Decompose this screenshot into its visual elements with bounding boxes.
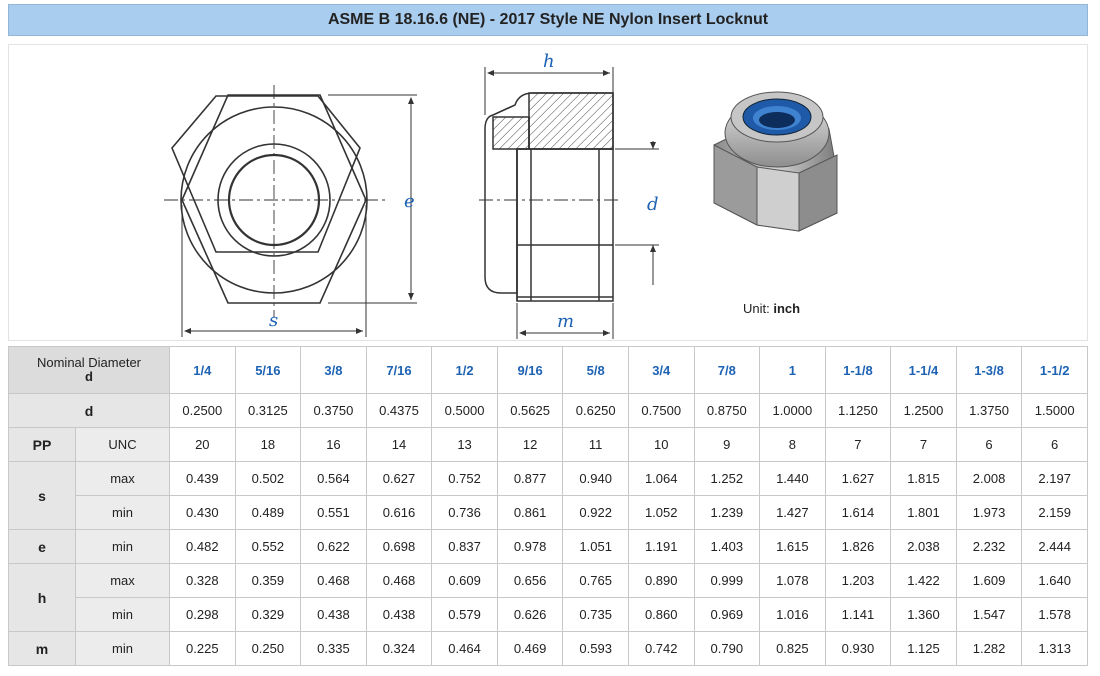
table-cell: 1.547 — [956, 598, 1022, 632]
row-sublabel: min — [76, 496, 170, 530]
table-cell: 1.360 — [891, 598, 957, 632]
table-cell: 2.008 — [956, 462, 1022, 496]
row-sublabel: min — [76, 530, 170, 564]
table-cell: 1.203 — [825, 564, 891, 598]
size-header: 1/4 — [170, 347, 236, 394]
unit-label: Unit: — [743, 301, 770, 316]
table-cell: 1.973 — [956, 496, 1022, 530]
table-cell: 9 — [694, 428, 760, 462]
table-cell: 0.877 — [497, 462, 563, 496]
size-header: 1-1/4 — [891, 347, 957, 394]
table-cell: 0.861 — [497, 496, 563, 530]
table-cell: 0.978 — [497, 530, 563, 564]
header-label: Nominal Diameter — [36, 355, 142, 370]
table-cell: 2.197 — [1022, 462, 1088, 496]
row-label: PP — [9, 428, 76, 462]
table-cell: 0.6250 — [563, 394, 629, 428]
table-cell: 0.627 — [366, 462, 432, 496]
table-cell: 0.999 — [694, 564, 760, 598]
table-cell: 10 — [628, 428, 694, 462]
table-cell: 1.252 — [694, 462, 760, 496]
table-cell: 1.078 — [760, 564, 826, 598]
table-cell: 1.2500 — [891, 394, 957, 428]
row-label: d — [9, 394, 170, 428]
table-cell: 0.593 — [563, 632, 629, 666]
table-row — [9, 428, 1088, 462]
table-cell: 1.0000 — [760, 394, 826, 428]
table-cell: 0.469 — [497, 632, 563, 666]
table-cell: 0.359 — [235, 564, 301, 598]
table-cell: 0.890 — [628, 564, 694, 598]
front-view — [164, 85, 387, 317]
label-m: m — [557, 311, 575, 332]
table-row — [9, 394, 1088, 428]
table-cell: 0.438 — [301, 598, 367, 632]
table-cell: 0.698 — [366, 530, 432, 564]
table-cell: 0.8750 — [694, 394, 760, 428]
table-cell: 1.826 — [825, 530, 891, 564]
table-cell: 0.7500 — [628, 394, 694, 428]
table-cell: 1.5000 — [1022, 394, 1088, 428]
table-cell: 1.440 — [760, 462, 826, 496]
table-cell: 0.940 — [563, 462, 629, 496]
size-header: 1-3/8 — [956, 347, 1022, 394]
table-cell: 0.439 — [170, 462, 236, 496]
table-cell: 13 — [432, 428, 498, 462]
label-h: h — [543, 51, 555, 72]
unit-note — [743, 301, 800, 316]
table-row — [9, 496, 1088, 530]
table-cell: 1.640 — [1022, 564, 1088, 598]
table-cell: 0.438 — [366, 598, 432, 632]
size-header: 1 — [760, 347, 826, 394]
table-cell: 20 — [170, 428, 236, 462]
table-cell: 0.564 — [301, 462, 367, 496]
size-header: 1/2 — [432, 347, 498, 394]
unit-value: inch — [773, 301, 801, 316]
table-row — [9, 632, 1088, 666]
dimension-table — [8, 346, 1088, 666]
table-cell: 7 — [891, 428, 957, 462]
table-cell: 0.922 — [563, 496, 629, 530]
table-row — [9, 564, 1088, 598]
row-sublabel: min — [76, 632, 170, 666]
size-header: 7/8 — [694, 347, 760, 394]
table-cell: 0.5000 — [432, 394, 498, 428]
row-sublabel: max — [76, 462, 170, 496]
table-cell: 1.051 — [563, 530, 629, 564]
table-cell: 11 — [563, 428, 629, 462]
table-cell: 1.627 — [825, 462, 891, 496]
table-cell: 1.403 — [694, 530, 760, 564]
table-cell: 0.969 — [694, 598, 760, 632]
table-cell: 1.609 — [956, 564, 1022, 598]
table-cell: 1.422 — [891, 564, 957, 598]
table-cell: 8 — [760, 428, 826, 462]
size-header: 7/16 — [366, 347, 432, 394]
table-cell: 1.313 — [1022, 632, 1088, 666]
table-cell: 0.765 — [563, 564, 629, 598]
table-cell: 1.064 — [628, 462, 694, 496]
row-label: e — [9, 530, 76, 564]
table-cell: 0.324 — [366, 632, 432, 666]
table-cell: 0.468 — [366, 564, 432, 598]
table-cell: 0.742 — [628, 632, 694, 666]
size-header: 5/8 — [563, 347, 629, 394]
table-cell: 0.552 — [235, 530, 301, 564]
table-cell: 1.615 — [760, 530, 826, 564]
table-cell: 1.801 — [891, 496, 957, 530]
table-cell: 0.825 — [760, 632, 826, 666]
table-cell: 0.489 — [235, 496, 301, 530]
header-nominal-diameter — [9, 347, 170, 394]
table-cell: 2.232 — [956, 530, 1022, 564]
table-cell: 0.735 — [563, 598, 629, 632]
table-cell: 1.614 — [825, 496, 891, 530]
side-view — [479, 93, 619, 301]
table-cell: 0.335 — [301, 632, 367, 666]
table-cell: 1.016 — [760, 598, 826, 632]
table-cell: 2.444 — [1022, 530, 1088, 564]
table-cell: 0.656 — [497, 564, 563, 598]
table-cell: 0.626 — [497, 598, 563, 632]
table-cell: 7 — [825, 428, 891, 462]
table-cell: 0.4375 — [366, 394, 432, 428]
table-cell: 0.736 — [432, 496, 498, 530]
table-cell: 0.328 — [170, 564, 236, 598]
table-cell: 2.038 — [891, 530, 957, 564]
row-sublabel: UNC — [76, 428, 170, 462]
table-cell: 0.616 — [366, 496, 432, 530]
table-cell: 1.1250 — [825, 394, 891, 428]
row-label: m — [9, 632, 76, 666]
table-cell: 1.3750 — [956, 394, 1022, 428]
table-row — [9, 598, 1088, 632]
row-sublabel: min — [76, 598, 170, 632]
header-sub: d — [85, 369, 93, 384]
table-row — [9, 462, 1088, 496]
label-e: e — [404, 191, 415, 212]
table-cell: 1.191 — [628, 530, 694, 564]
size-header: 9/16 — [497, 347, 563, 394]
figure-panel — [8, 44, 1088, 341]
table-cell: 0.329 — [235, 598, 301, 632]
table-cell: 0.502 — [235, 462, 301, 496]
table-cell: 0.860 — [628, 598, 694, 632]
table-cell: 1.282 — [956, 632, 1022, 666]
table-cell: 1.815 — [891, 462, 957, 496]
table-cell: 0.752 — [432, 462, 498, 496]
locknut-drawing — [9, 45, 1087, 340]
table-cell: 6 — [1022, 428, 1088, 462]
table-cell: 1.141 — [825, 598, 891, 632]
table-cell: 2.159 — [1022, 496, 1088, 530]
table-cell: 1.427 — [760, 496, 826, 530]
size-header: 3/8 — [301, 347, 367, 394]
size-header: 1-1/8 — [825, 347, 891, 394]
table-cell: 0.790 — [694, 632, 760, 666]
table-cell: 0.579 — [432, 598, 498, 632]
label-s: s — [269, 310, 279, 331]
row-label: s — [9, 462, 76, 530]
table-cell: 0.225 — [170, 632, 236, 666]
table-cell: 14 — [366, 428, 432, 462]
table-cell: 0.3125 — [235, 394, 301, 428]
table-cell: 1.578 — [1022, 598, 1088, 632]
locknut-3d-image — [714, 92, 837, 231]
size-header: 5/16 — [235, 347, 301, 394]
table-cell: 1.239 — [694, 496, 760, 530]
table-cell: 18 — [235, 428, 301, 462]
table-cell: 0.468 — [301, 564, 367, 598]
table-row — [9, 530, 1088, 564]
table-cell: 0.250 — [235, 632, 301, 666]
table-cell: 0.298 — [170, 598, 236, 632]
table-cell: 0.2500 — [170, 394, 236, 428]
row-sublabel: max — [76, 564, 170, 598]
table-cell: 0.3750 — [301, 394, 367, 428]
table-cell: 1.052 — [628, 496, 694, 530]
table-cell: 16 — [301, 428, 367, 462]
table-cell: 0.551 — [301, 496, 367, 530]
table-cell: 0.482 — [170, 530, 236, 564]
size-header: 1-1/2 — [1022, 347, 1088, 394]
table-cell: 12 — [497, 428, 563, 462]
table-cell: 0.609 — [432, 564, 498, 598]
table-cell: 6 — [956, 428, 1022, 462]
table-header-row — [9, 347, 1088, 394]
row-label: h — [9, 564, 76, 632]
page-title: ASME B 18.16.6 (NE) - 2017 Style NE Nylon Insert Locknut — [8, 4, 1088, 36]
table-cell: 0.430 — [170, 496, 236, 530]
table-cell: 0.837 — [432, 530, 498, 564]
label-d: d — [647, 194, 659, 215]
table-cell: 0.5625 — [497, 394, 563, 428]
table-cell: 1.125 — [891, 632, 957, 666]
size-header: 3/4 — [628, 347, 694, 394]
table-cell: 0.622 — [301, 530, 367, 564]
table-cell: 0.930 — [825, 632, 891, 666]
table-cell: 0.464 — [432, 632, 498, 666]
